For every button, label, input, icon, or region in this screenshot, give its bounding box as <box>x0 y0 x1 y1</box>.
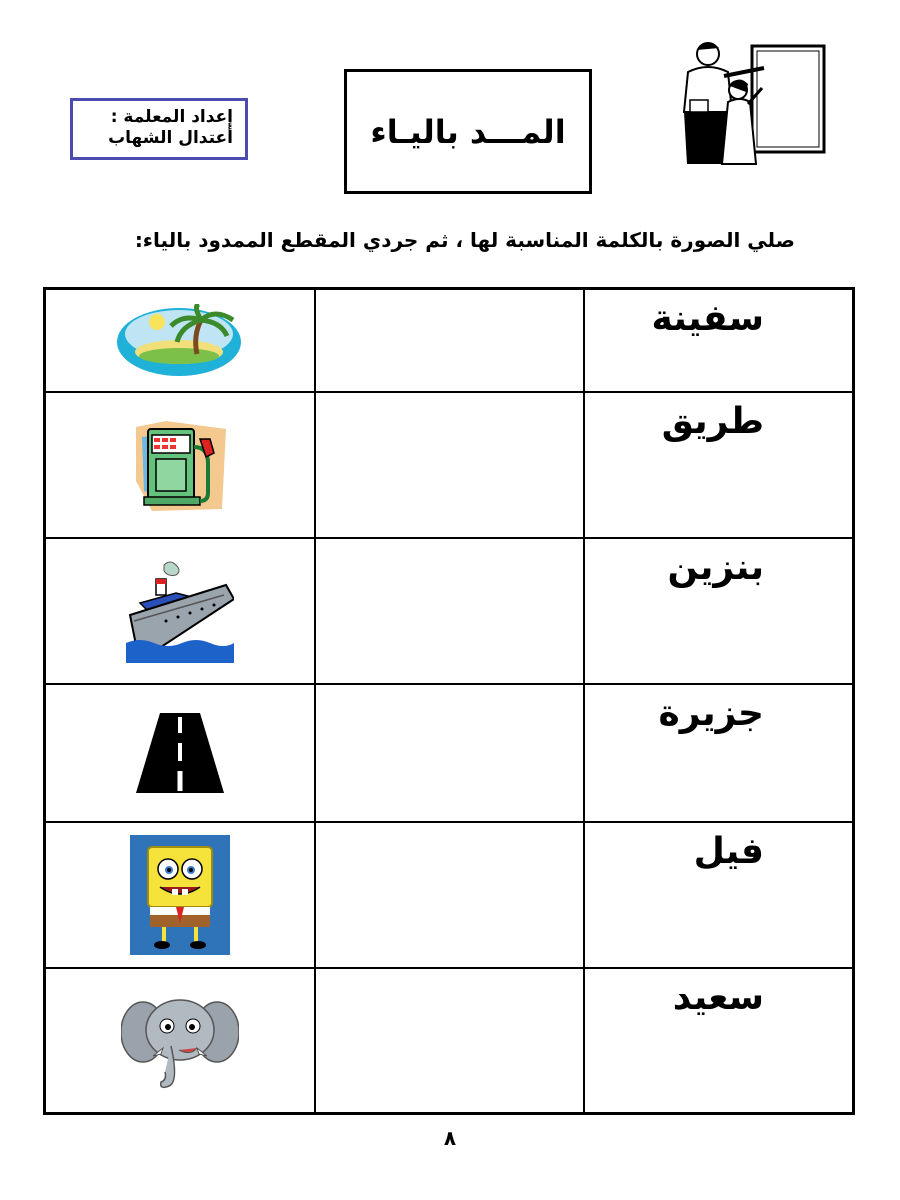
teacher-student-board-icon <box>660 34 830 168</box>
elephant-icon <box>121 990 239 1090</box>
author-name: أعتدال الشهاب <box>108 128 233 148</box>
table-row <box>45 968 854 1114</box>
table-row <box>45 822 854 968</box>
picture-cell[interactable] <box>45 822 315 968</box>
word-text: بنزين <box>667 546 764 588</box>
word-cell[interactable] <box>584 822 854 968</box>
matching-table <box>43 287 855 1115</box>
page-number: ٨ <box>443 1126 457 1150</box>
word-text: جزيرة <box>658 692 764 734</box>
picture-cell[interactable] <box>45 538 315 684</box>
picture-cell[interactable] <box>45 684 315 822</box>
word-text: سفينة <box>651 298 764 339</box>
answer-cell[interactable] <box>315 392 584 538</box>
page-title: المـــد باليـاء <box>370 112 566 151</box>
word-cell[interactable] <box>584 968 854 1114</box>
picture-cell[interactable] <box>45 392 315 538</box>
word-cell[interactable] <box>584 684 854 822</box>
word-cell[interactable] <box>584 392 854 538</box>
gas-pump-icon <box>132 417 228 513</box>
table-row <box>45 289 854 392</box>
answer-cell[interactable] <box>315 968 584 1114</box>
word-cell[interactable] <box>584 538 854 684</box>
answer-cell[interactable] <box>315 289 584 392</box>
word-text: سعيد <box>672 976 764 1018</box>
word-text: طريق <box>661 400 764 442</box>
ship-icon <box>126 559 234 663</box>
word-text: فيل <box>693 830 764 872</box>
road-icon <box>136 713 224 793</box>
author-box <box>70 98 248 160</box>
table-row <box>45 684 854 822</box>
page-title-box <box>344 69 592 194</box>
answer-cell[interactable] <box>315 684 584 822</box>
picture-cell[interactable] <box>45 968 315 1114</box>
author-label: إعداد المعلمة : <box>110 107 233 127</box>
table-row <box>45 538 854 684</box>
table-row <box>45 392 854 538</box>
picture-cell[interactable] <box>45 289 315 392</box>
answer-cell[interactable] <box>315 538 584 684</box>
instruction-text: صلي الصورة بالكلمة المناسبة لها ، ثم جردي المقطع الممدود بالياء: <box>134 228 795 252</box>
sponge-character-icon <box>130 835 230 955</box>
answer-cell[interactable] <box>315 822 584 968</box>
island-palm-icon <box>117 304 243 376</box>
word-cell[interactable] <box>584 289 854 392</box>
